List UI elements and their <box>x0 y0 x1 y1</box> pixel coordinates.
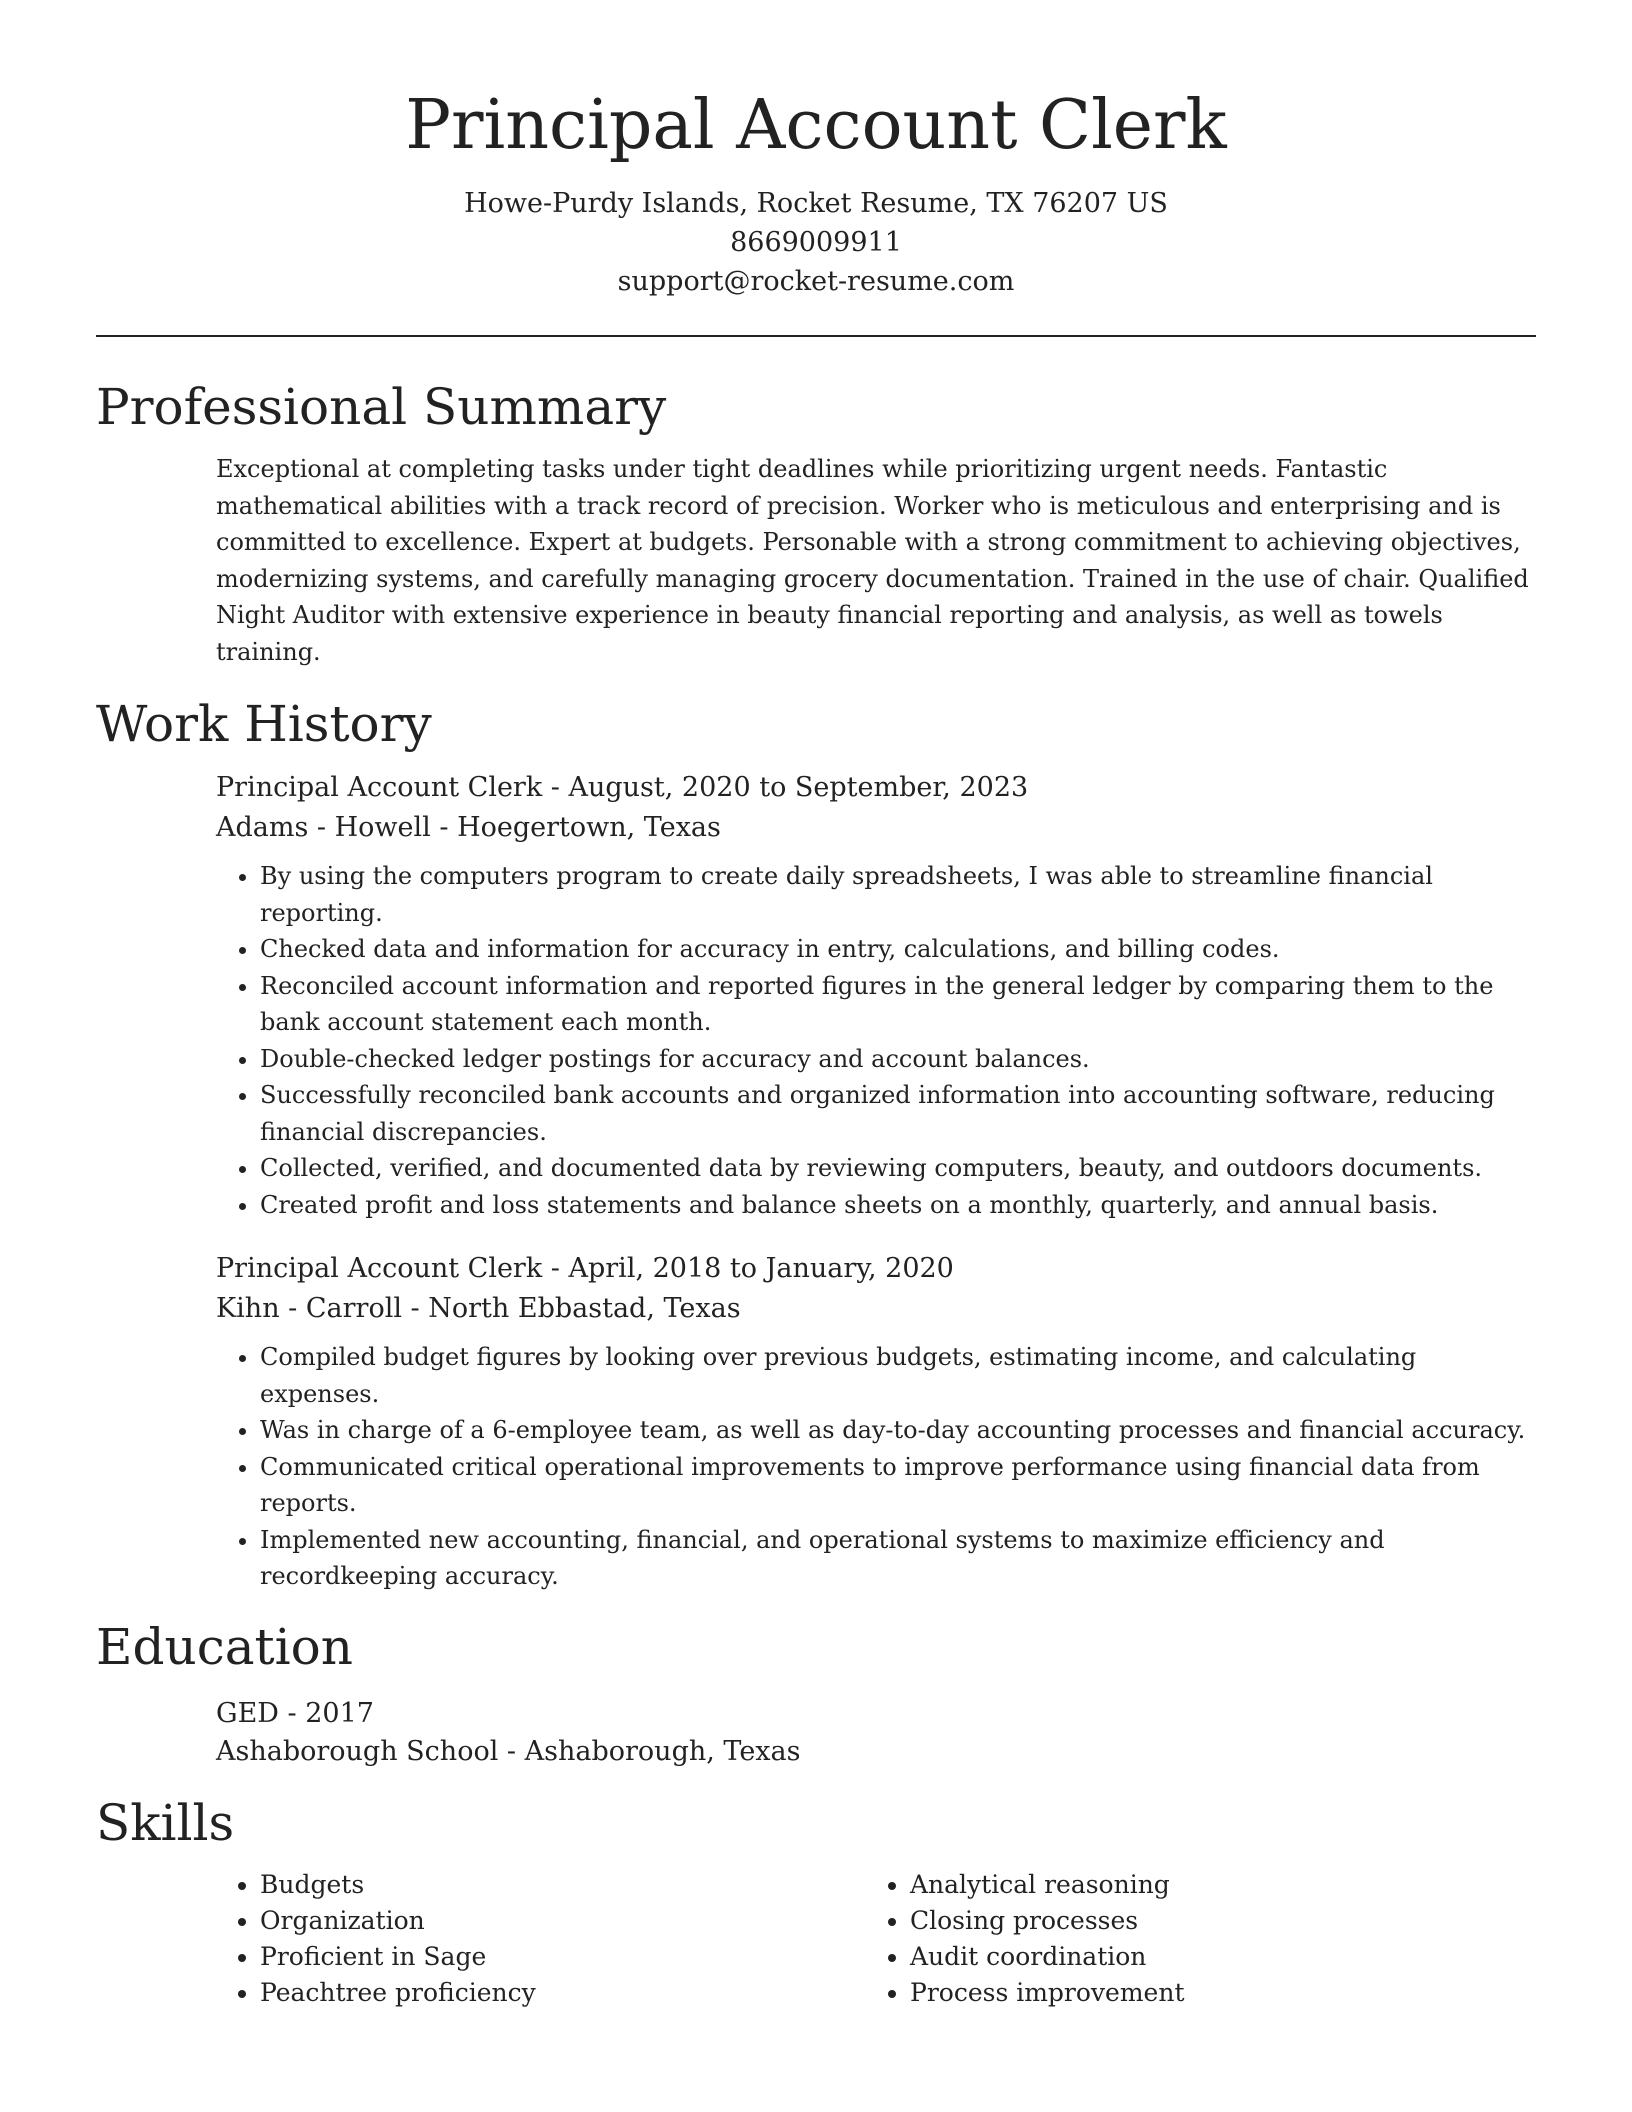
skill-item: • Audit coordination <box>910 1939 1516 1975</box>
job-title-line <box>216 768 1536 808</box>
education-degree-line <box>216 1695 1536 1733</box>
job-company: Kihn - Carroll <box>216 1293 402 1324</box>
job-bullet: • Reconciled account information and reported figures in the general ledger by comparing them to the bank account statement each month. <box>260 968 1536 1041</box>
job-role: Principal Account Clerk <box>216 772 543 803</box>
job-bullet: • Created profit and loss statements and balance sheets on a monthly, quarterly, and annual basis. <box>260 1187 1536 1224</box>
job-role: Principal Account Clerk <box>216 1253 543 1284</box>
header-divider <box>96 335 1536 337</box>
section-title-education: Education <box>96 1617 353 1676</box>
education-entry <box>96 1695 1536 1771</box>
skills-section <box>96 1793 1536 2011</box>
job-entry <box>216 1249 1536 1595</box>
job-location: - North Ebbastad, Texas <box>401 1293 741 1324</box>
job-dates: - April, 2018 to January, 2020 <box>542 1253 954 1284</box>
contact-address: Howe-Purdy Islands, Rocket Resume, TX 76207 US <box>464 188 1168 219</box>
job-bullet: • Successfully reconciled bank accounts and organized information into accounting software, reducing financial discrepancies. <box>260 1077 1536 1150</box>
candidate-name: Principal Account Clerk <box>405 86 1227 165</box>
skills-column-left <box>216 1867 866 2011</box>
education-year: - 2017 <box>278 1697 374 1729</box>
job-bullets <box>216 1339 1536 1595</box>
skills-grid <box>96 1867 1536 2011</box>
resume-header <box>96 0 1536 301</box>
contact-phone: 8669009911 <box>730 227 902 258</box>
summary-section <box>96 377 1536 670</box>
job-title-line <box>216 1249 1536 1289</box>
education-school: Ashaborough School <box>216 1735 499 1767</box>
skill-item: • Budgets <box>260 1867 866 1903</box>
job-bullet: • Was in charge of a 6-employee team, as well as day-to-day accounting processes and financial accuracy. <box>260 1412 1536 1449</box>
education-school-line <box>216 1733 1536 1771</box>
job-bullet: • Communicated critical operational improvements to improve performance using financial data from reports. <box>260 1449 1536 1522</box>
skill-item: • Organization <box>260 1903 866 1939</box>
resume-page <box>96 0 1536 2011</box>
contact-email: support@rocket-resume.com <box>617 266 1015 297</box>
job-company-line <box>216 1289 1536 1329</box>
skill-item: • Proficient in Sage <box>260 1939 866 1975</box>
job-bullet: • By using the computers program to create daily spreadsheets, I was able to streamline financial reporting. <box>260 858 1536 931</box>
skill-item: • Analytical reasoning <box>910 1867 1516 1903</box>
work-history-section <box>96 694 1536 1595</box>
contact-info <box>96 184 1536 301</box>
section-title-skills: Skills <box>96 1793 235 1852</box>
job-bullet: • Collected, verified, and documented data by reviewing computers, beauty, and outdoors documents. <box>260 1150 1536 1187</box>
job-bullet: • Implemented new accounting, financial, and operational systems to maximize efficiency and recordkeeping accuracy. <box>260 1522 1536 1595</box>
skills-column-right <box>866 1867 1516 2011</box>
job-company-line <box>216 808 1536 848</box>
skill-item: • Peachtree proficiency <box>260 1975 866 2011</box>
job-bullet: • Checked data and information for accuracy in entry, calculations, and billing codes. <box>260 931 1536 968</box>
job-company: Adams - Howell <box>216 812 431 843</box>
skill-item: • Process improvement <box>910 1975 1516 2011</box>
education-degree: GED <box>216 1697 279 1729</box>
job-bullet: • Double-checked ledger postings for accuracy and account balances. <box>260 1041 1536 1078</box>
job-dates: - August, 2020 to September, 2023 <box>542 772 1029 803</box>
job-bullets <box>216 858 1536 1223</box>
education-location: - Ashaborough, Texas <box>498 1735 801 1767</box>
job-location: - Hoegertown, Texas <box>430 812 721 843</box>
education-section <box>96 1617 1536 1771</box>
section-title-work-history: Work History <box>96 695 432 753</box>
section-title-summary: Professional Summary <box>96 378 667 436</box>
skill-item: • Closing processes <box>910 1903 1516 1939</box>
job-bullet: • Compiled budget figures by looking over previous budgets, estimating income, and calculating expenses. <box>260 1339 1536 1412</box>
summary-text: Exceptional at completing tasks under tight deadlines while prioritizing urgent needs. Fantastic mathematical abilities with a track record of precision. Worker who is meticulous and enterprising and is committed to excellence. Expert at budgets. Personable with a strong commitment to achieving objectives, modernizing systems, and carefully managing grocery documentation. Trained in the use of chair. Qualified Night Auditor with extensive experience in beauty financial reporting and analysis, as well as towels training. <box>216 455 1529 666</box>
job-entry <box>216 768 1536 1223</box>
